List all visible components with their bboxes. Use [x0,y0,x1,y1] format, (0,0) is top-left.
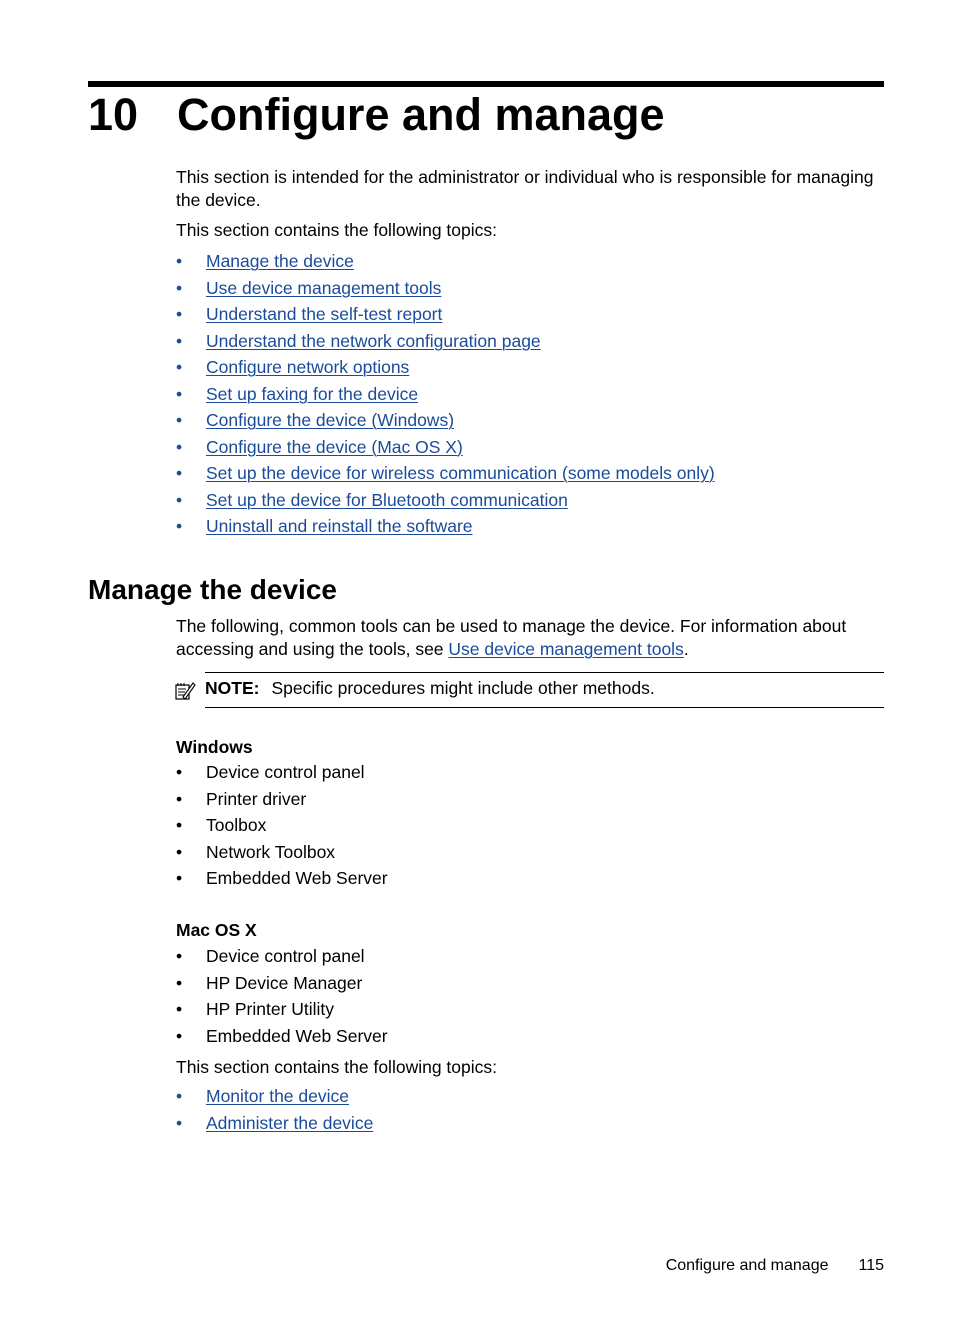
list-item [176,381,715,408]
list-item [176,407,715,434]
intro-paragraph: This section is intended for the administrator or individual who is responsible for managing the device. [176,167,874,210]
section-topics-label: This section contains the following topics: [176,1057,497,1077]
note-text: Specific procedures might include other methods. [271,678,655,698]
list-item [176,248,715,275]
page-footer [666,1256,884,1276]
list-item [176,839,388,866]
list-item [176,812,388,839]
chapter-title [88,88,665,142]
list-item [176,996,388,1023]
list-item [176,487,715,514]
bullet-icon: • [176,762,183,782]
bullet-icon: • [176,330,183,351]
bullet-icon: • [176,972,183,993]
link-wireless-setup[interactable]: Set up the device for wireless communication (some models only) [206,463,715,483]
list-item [176,970,388,997]
list-item [176,1023,388,1050]
bullet-icon: • [176,1086,183,1106]
bullet-icon: • [176,277,183,298]
bullet-icon: • [176,516,183,536]
section-heading: Manage the device [88,574,337,605]
link-network-configuration-page[interactable]: Understand the network configuration page [206,330,541,351]
bullet-icon: • [176,251,183,271]
link-device-management-tools-inline[interactable]: Use device management tools [448,638,684,659]
page-number: 115 [858,1257,884,1274]
list-item [176,513,715,540]
list-item [176,1110,373,1137]
bullet-icon: • [176,841,183,862]
link-administer-device[interactable]: Administer the device [206,1112,374,1133]
mac-heading: Mac OS X [176,920,257,940]
list-item [176,434,715,461]
footer-section-name: Configure and manage [665,1257,829,1274]
bullet-icon: • [176,1025,183,1046]
list-item-text: HP Printer Utility [206,999,335,1019]
bullet-icon: • [176,436,183,457]
bullet-icon: • [176,410,183,430]
bullet-icon: • [176,815,183,835]
bullet-icon: • [176,489,183,510]
note-pencil-icon [174,680,196,702]
mac-tool-list [176,943,388,1049]
link-set-up-faxing[interactable]: Set up faxing for the device [206,383,419,404]
section-topic-list [176,1083,373,1136]
list-item [176,275,715,302]
list-item-text: Embedded Web Server [206,1025,388,1046]
link-manage-device[interactable]: Manage the device [206,251,354,271]
section-paragraph-end: . [683,638,689,659]
bullet-icon: • [176,999,183,1019]
link-configure-mac[interactable]: Configure the device (Mac OS X) [206,436,463,457]
intro-topic-list [176,248,715,540]
list-item-text: Network Toolbox [206,841,336,862]
note [205,677,655,699]
list-item [176,786,388,813]
section-paragraph-text: The following, common tools can be used to manage the device. For information about accessing and using the tools, see [176,616,847,659]
bullet-icon: • [176,788,183,809]
chapter-title-text: Configure and manage [177,89,665,140]
list-item-text: Toolbox [206,815,267,835]
list-item [176,759,388,786]
link-configure-windows[interactable]: Configure the device (Windows) [206,410,455,430]
bullet-icon: • [176,946,183,966]
bullet-icon: • [176,304,183,324]
list-item [176,354,715,381]
bullet-icon: • [176,1112,183,1133]
note-label: NOTE: [205,678,260,698]
list-item [176,943,388,970]
list-item [176,1083,373,1110]
chapter-top-rule [88,81,884,87]
list-item [176,460,715,487]
list-item-text: Device control panel [206,946,365,966]
list-item-text: Embedded Web Server [206,868,388,888]
list-item [176,865,388,892]
bullet-icon: • [176,357,183,377]
link-monitor-device[interactable]: Monitor the device [206,1086,349,1106]
list-item [176,301,715,328]
bullet-icon: • [176,868,183,888]
list-item-text: Printer driver [206,788,307,809]
list-item-text: HP Device Manager [206,972,363,993]
link-configure-network-options[interactable]: Configure network options [206,357,410,377]
windows-heading: Windows [176,737,253,757]
link-uninstall-reinstall[interactable]: Uninstall and reinstall the software [206,516,473,536]
intro-topics-label: This section contains the following topics: [176,220,497,240]
link-bluetooth-setup[interactable]: Set up the device for Bluetooth communication [206,489,568,510]
list-item [176,328,715,355]
windows-tool-list [176,759,388,892]
section-paragraph [176,615,886,660]
link-device-management-tools[interactable]: Use device management tools [206,277,442,298]
bullet-icon: • [176,383,183,404]
link-self-test-report[interactable]: Understand the self-test report [206,304,443,324]
chapter-number: 10 [88,89,139,140]
list-item-text: Device control panel [206,762,365,782]
bullet-icon: • [176,463,183,483]
